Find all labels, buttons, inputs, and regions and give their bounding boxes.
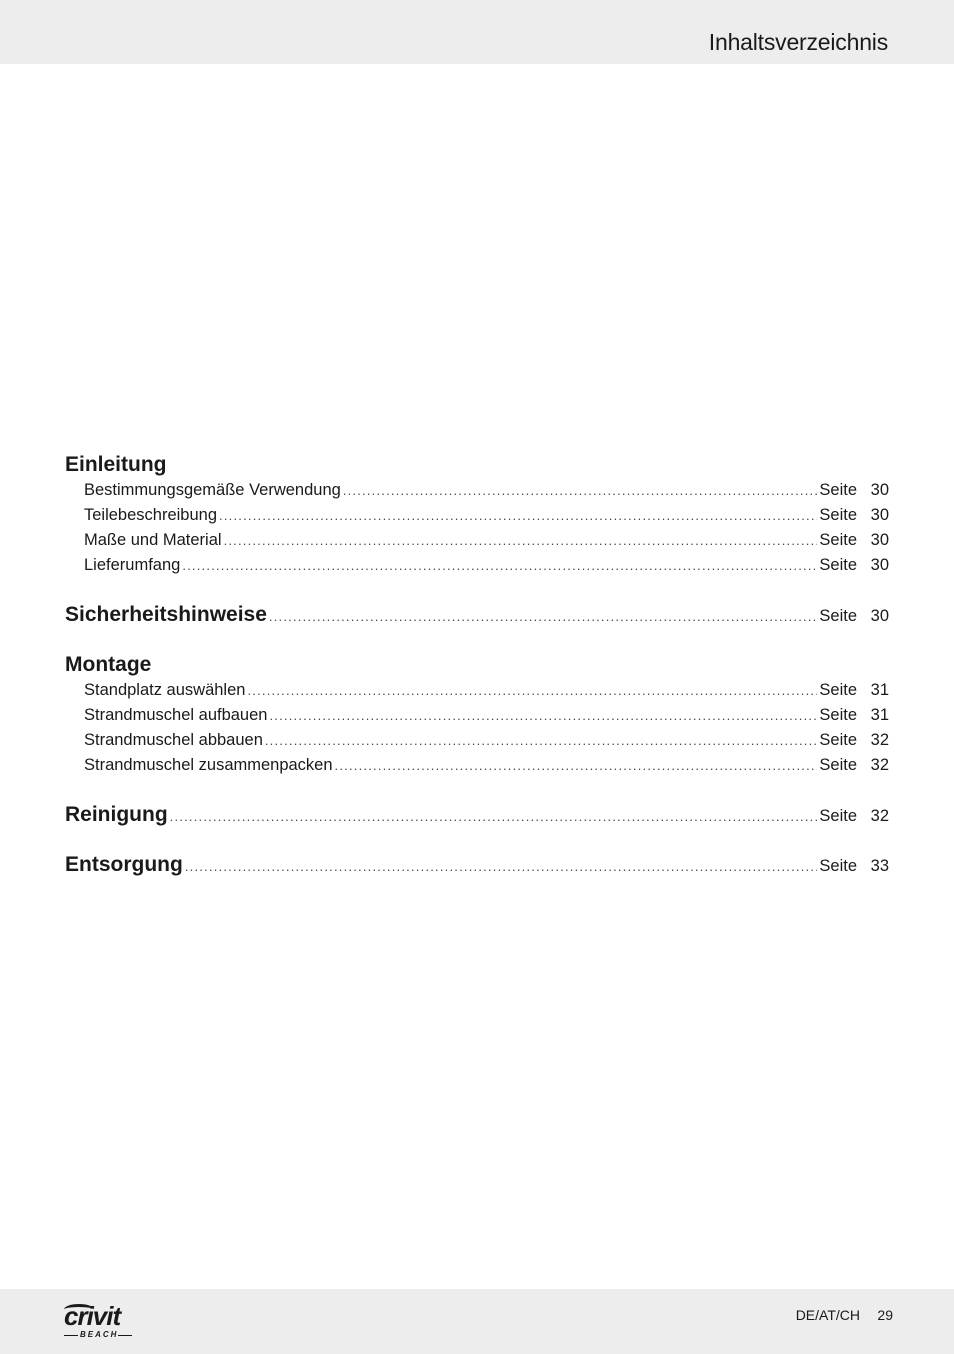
toc-entry-label: Teilebeschreibung bbox=[84, 506, 218, 524]
toc-entry[interactable] bbox=[84, 506, 889, 528]
toc-entry[interactable] bbox=[84, 706, 889, 728]
footer-language-codes: DE/AT/CH bbox=[795, 1307, 860, 1323]
toc-section-entsorgung[interactable] bbox=[65, 853, 889, 879]
dot-leader bbox=[265, 733, 818, 748]
toc-entry-page: 31 bbox=[870, 706, 889, 724]
toc-entry-page: 30 bbox=[870, 531, 889, 549]
toc-entry-seite: Seite bbox=[819, 731, 857, 749]
footer-page-number: 29 bbox=[877, 1307, 893, 1323]
toc-entry[interactable] bbox=[84, 756, 889, 778]
toc-section-sicherheitshinweise[interactable] bbox=[65, 603, 889, 629]
dot-leader bbox=[269, 708, 817, 723]
toc-entry-page: 32 bbox=[870, 807, 889, 825]
toc-entry-seite: Seite bbox=[819, 857, 857, 875]
toc-entry-page: 32 bbox=[870, 731, 889, 749]
toc-entry-page: 30 bbox=[870, 556, 889, 574]
page-title: Inhaltsverzeichnis bbox=[708, 29, 888, 55]
logo-wordmark: crivit bbox=[64, 1301, 121, 1331]
dot-leader bbox=[269, 609, 817, 624]
toc-entry-seite: Seite bbox=[819, 531, 857, 549]
logo-rule-left bbox=[64, 1335, 78, 1336]
section-title-montage: Montage bbox=[65, 653, 152, 676]
page-footer bbox=[0, 1289, 954, 1354]
toc-entry-seite: Seite bbox=[819, 706, 857, 724]
logo-subtitle: BEACH bbox=[80, 1330, 119, 1339]
toc-entry[interactable] bbox=[84, 731, 889, 753]
toc-entry-seite: Seite bbox=[819, 481, 857, 499]
toc-entry-page: 30 bbox=[870, 506, 889, 524]
dot-leader bbox=[335, 758, 818, 773]
toc-entry-seite: Seite bbox=[819, 607, 857, 625]
toc-entry-label: Standplatz auswählen bbox=[84, 681, 246, 699]
toc-entry[interactable] bbox=[84, 481, 889, 503]
dot-leader bbox=[182, 558, 817, 573]
toc-entry-seite: Seite bbox=[819, 556, 857, 574]
toc-entry-label: Strandmuschel aufbauen bbox=[84, 706, 268, 724]
dot-leader bbox=[185, 859, 818, 874]
toc-entry-seite: Seite bbox=[819, 807, 857, 825]
logo-rule-right bbox=[118, 1335, 132, 1336]
toc-entry[interactable] bbox=[84, 681, 889, 703]
crivit-beach-logo bbox=[62, 1301, 142, 1341]
toc-section-reinigung[interactable] bbox=[65, 803, 889, 829]
toc-entry-label: Bestimmungsgemäße Verwendung bbox=[84, 481, 341, 499]
page-header bbox=[0, 0, 954, 64]
toc-entry-page: 33 bbox=[870, 857, 889, 875]
dot-leader bbox=[219, 508, 817, 523]
toc-entry-seite: Seite bbox=[819, 506, 857, 524]
dot-leader bbox=[170, 809, 818, 824]
dot-leader bbox=[224, 533, 818, 548]
toc-entry[interactable] bbox=[84, 556, 889, 578]
section-title-einleitung: Einleitung bbox=[65, 453, 167, 476]
section-title-entsorgung: Entsorgung bbox=[65, 853, 183, 876]
toc-entry[interactable] bbox=[84, 531, 889, 553]
toc-entry-page: 31 bbox=[870, 681, 889, 699]
toc-entry-seite: Seite bbox=[819, 756, 857, 774]
toc-entry-page: 30 bbox=[870, 481, 889, 499]
section-title-reinigung: Reinigung bbox=[65, 803, 168, 826]
toc-entry-page: 32 bbox=[870, 756, 889, 774]
toc-entry-label: Strandmuschel abbauen bbox=[84, 731, 263, 749]
section-title-sicherheitshinweise: Sicherheitshinweise bbox=[65, 603, 267, 626]
toc-entry-label: Maße und Material bbox=[84, 531, 222, 549]
toc-entry-label: Lieferumfang bbox=[84, 556, 181, 574]
toc-entry-seite: Seite bbox=[819, 681, 857, 699]
toc-entry-page: 30 bbox=[870, 607, 889, 625]
dot-leader bbox=[247, 683, 817, 698]
dot-leader bbox=[343, 483, 818, 498]
toc-entry-label: Strandmuschel zusammenpacken bbox=[84, 756, 333, 774]
